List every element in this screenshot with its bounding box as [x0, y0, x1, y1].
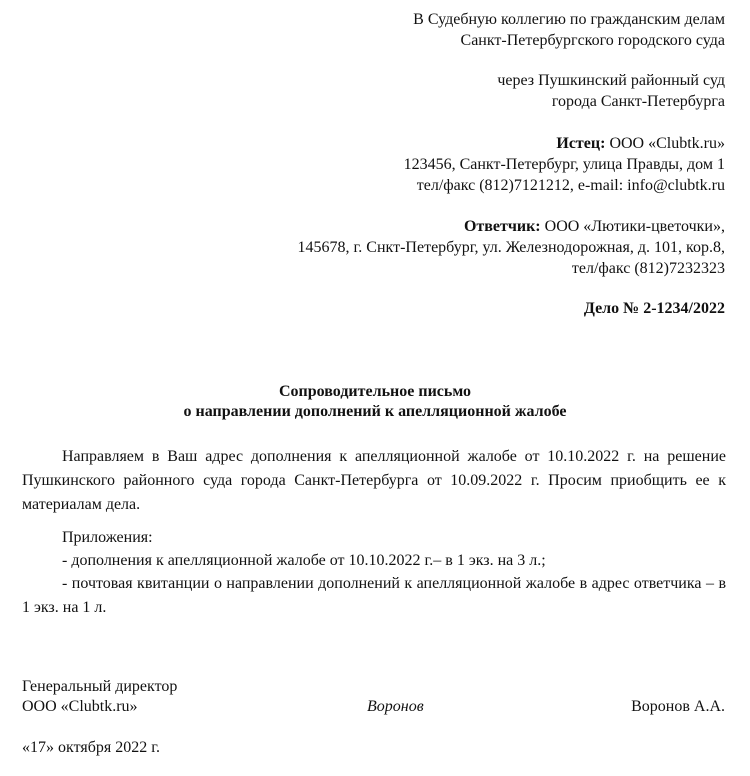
document-title: Сопроводительное письмо [278, 383, 472, 400]
plaintiff-label: Истец: [556, 135, 606, 152]
plaintiff-address: 123456, Санкт-Петербург, улица Правды, дом 1 [403, 156, 725, 173]
signer-company: ООО «Clubtk.ru» [22, 698, 138, 715]
plaintiff-contacts: тел/факс (812)7121212, e-mail: info@clubtk.ru [416, 177, 725, 194]
plaintiff-line [556, 134, 725, 154]
addressee-line-1: В Судебную коллегию по гражданским делам [413, 11, 725, 28]
plaintiff-name: ООО «Clubtk.ru» [605, 135, 725, 152]
attachments-heading: Приложения: [62, 529, 153, 546]
defendant-name: ООО «Лютики-цветочки», [540, 218, 725, 235]
signer-position: Генеральный директор [22, 678, 178, 695]
defendant-label: Ответчик: [463, 218, 541, 235]
defendant-address: 145678, г. Снкт-Петербург, ул. Железнодорожная, д. 101, кор.8, [297, 239, 725, 256]
via-court-line-1: через Пушкинский районный суд [497, 72, 725, 89]
signer-name: Воронов А.А. [631, 698, 725, 715]
defendant-contacts: тел/факс (812)7232323 [571, 260, 725, 277]
via-court-line-2: города Санкт-Петербурга [551, 93, 725, 110]
case-number: Дело № 2-1234/2022 [583, 300, 725, 317]
attachment-item-1: - дополнения к апелляционной жалобе от 10.10.2022 г.– в 1 экз. на 3 л.; [62, 552, 546, 569]
body-paragraph: Направляем в Ваш адрес дополнения к апелляционной жалобе от 10.10.2022 г. на решение Пушкинского районного суда города Санкт-Петербурга от 10.09.2022 г. Просим приобщить ее к материалам дела. [22, 448, 726, 513]
defendant-line [464, 217, 725, 237]
attachment-item-2: - почтовая квитанции о направлении дополнений к апелляционной жалобе в адрес ответчика – в 1 экз. на 1 л. [22, 575, 726, 616]
document-date: «17» октября 2022 г. [22, 739, 160, 756]
addressee-line-2: Санкт-Петербургского городского суда [460, 32, 725, 49]
document-subtitle: о направлении дополнений к апелляционной жалобе [183, 403, 567, 420]
handwritten-signature: Воронов [367, 698, 424, 715]
